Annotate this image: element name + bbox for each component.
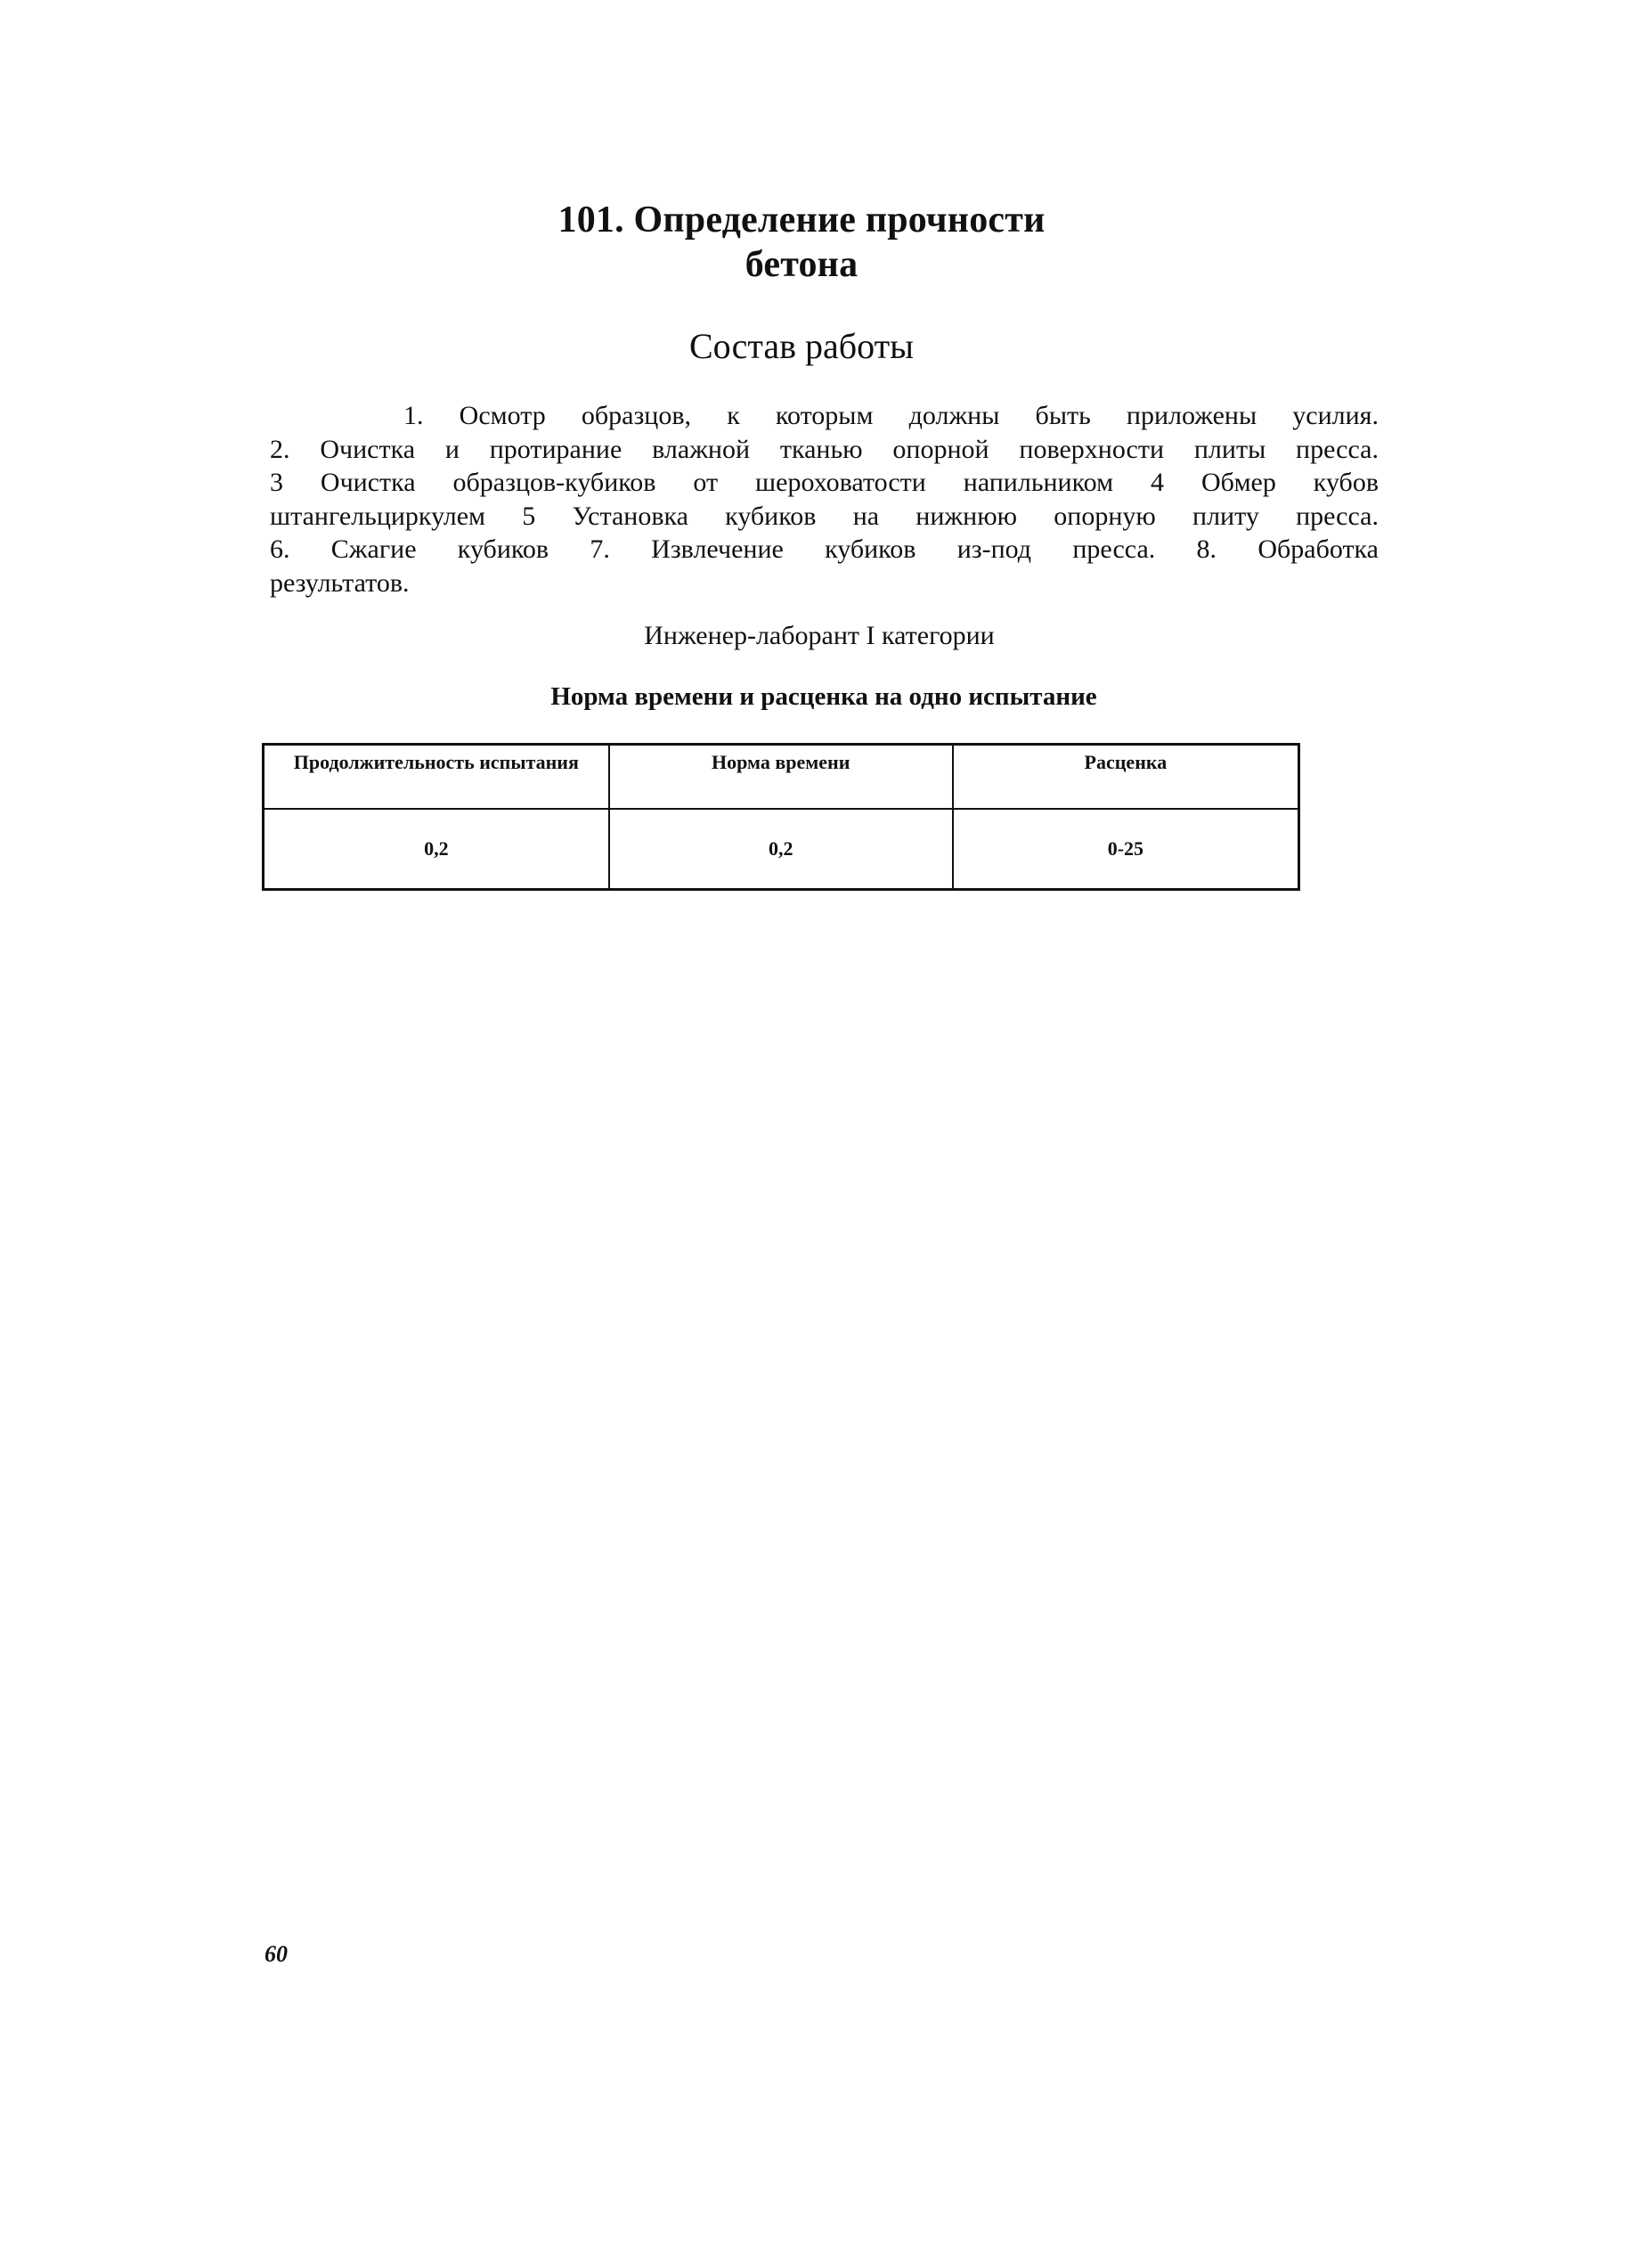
norm-table bbox=[262, 743, 1300, 891]
section-title-line-2: бетона bbox=[745, 244, 859, 285]
table-header-row bbox=[264, 745, 1299, 810]
table-row bbox=[264, 809, 1299, 890]
norm-table-heading: Норма времени и расценка на одно испытание bbox=[550, 682, 1097, 711]
work-composition-heading: Состав работы bbox=[689, 326, 914, 366]
section-title bbox=[374, 198, 1229, 287]
work-line-2: 2. Очистка и протирание влажной тканью опорной поверхности плиты пресса. bbox=[270, 434, 1379, 464]
header-rate: Расценка bbox=[953, 745, 1299, 810]
work-line-3: 3 Очистка образцов-кубиков от шероховатости напильником 4 Обмер кубов bbox=[270, 468, 1379, 497]
work-composition-text bbox=[270, 399, 1379, 599]
section-title-line-1: 101. Определение прочности bbox=[557, 200, 1046, 241]
work-line-4: штангельциркулем 5 Установка кубиков на нижнюю опорную плиту пресса. bbox=[270, 501, 1379, 531]
work-line-6: результатов. bbox=[270, 567, 410, 598]
header-time-norm: Норма времени bbox=[609, 745, 953, 810]
cell-time-norm: 0,2 bbox=[609, 809, 953, 890]
page-number: 60 bbox=[264, 1941, 288, 1967]
work-line-1: 1. Осмотр образцов, к которым должны быть приложены усилия. bbox=[403, 401, 1379, 430]
worker-category: Инженер-лаборант I категории bbox=[644, 621, 995, 650]
cell-rate: 0-25 bbox=[953, 809, 1299, 890]
cell-test-duration: 0,2 bbox=[264, 809, 609, 890]
header-test-duration: Продолжительность испытания bbox=[264, 745, 609, 810]
work-line-5: 6. Сжагие кубиков 7. Извлечение кубиков из-под пресса. 8. Обработка bbox=[270, 534, 1379, 564]
